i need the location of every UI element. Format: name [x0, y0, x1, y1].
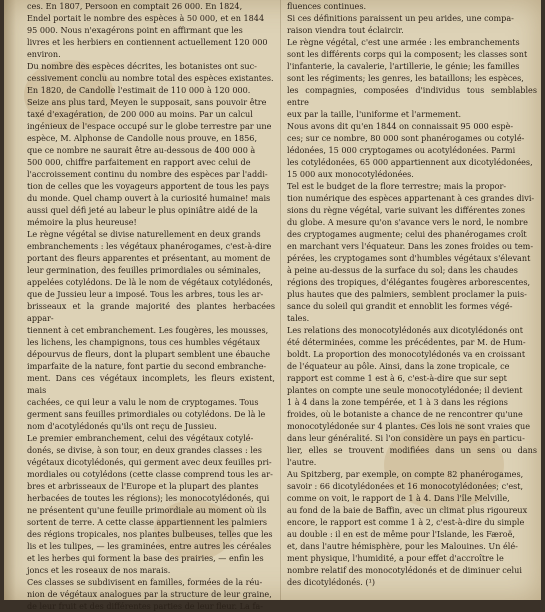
- text-line: en marchant vers l'équateur. Dans les zones froides ou tem-: [287, 241, 534, 251]
- text-line: Si ces définitions paraissent un peu arides, une compa-: [287, 13, 514, 23]
- text-line: ces. En 1807, Persoon en comptait 26 000. En 1824,: [27, 1, 243, 11]
- text-line: espèce, M. Alphonse de Candolle nous prouve, en 1856,: [27, 133, 258, 143]
- text-line: froides, où le botaniste a chance de ne rencontrer qu'une: [287, 409, 523, 419]
- text-line: 15 000 aux monocotylédonées.: [287, 169, 414, 179]
- text-line: nom d'acotylédonés qu'ils ont reçu de Jussieu.: [27, 421, 217, 431]
- text-line: mémoire la plus heureuse!: [27, 217, 137, 227]
- text-line: que de Jussieu leur a imposé. Tous les arbres, tous les ar-: [27, 289, 264, 299]
- document-page: [4, 0, 541, 611]
- text-line: comme on voit, le rapport de 1 à 4. Dans l'île Melville,: [287, 493, 510, 503]
- text-line: végétaux dicotylédonés, qui germent avec deux feuilles pri-: [27, 457, 272, 467]
- text-line: savoir : 66 dicotylédonées et 16 monocotylédonées; c'est,: [287, 481, 524, 491]
- text-line: du globe. A mesure qu'on s'avance vers le nord, le nombre: [287, 217, 528, 227]
- text-line: lier, elles se trouvent modifiées dans un sens ou dans l'autre.: [287, 445, 537, 467]
- text-line: tales.: [287, 313, 310, 323]
- text-line: encore, le rapport est comme 1 à 2, c'est-à-dire du simple: [287, 517, 525, 527]
- text-line: au double : il en est de même pour l'Islande, les Færoë,: [287, 529, 515, 539]
- text-line: environ.: [27, 49, 61, 59]
- text-line: aussi quel défi jeté au labeur le plus opiniâtre aidé de la: [27, 205, 258, 215]
- text-line: Seize ans plus tard, Meyen le supposait, sans pouvoir être: [27, 97, 267, 107]
- text-line: 500 000, chiffre parfaitement en rapport avec celui de: [27, 157, 251, 167]
- text-line: des dicotylédonés. (¹): [287, 577, 375, 587]
- text-line: leur germination, des feuilles primordiales ou séminales,: [27, 265, 261, 275]
- left-text-column: [27, 0, 275, 612]
- text-line: les cotylédonées, 65 000 appartiennent aux dicotylédonées,: [287, 157, 533, 167]
- text-line: les compagnies, composées d'individus tous semblables entre: [287, 85, 537, 107]
- page-edge-shadow: [4, 0, 16, 600]
- text-line: tion numérique des espèces appartenant à ces grandes divi-: [287, 193, 535, 203]
- text-line: brisseaux et la grande majorité des plantes herbacées appar-: [27, 301, 275, 323]
- text-line: portant des fleurs apparentes et présentant, au moment de: [27, 253, 271, 263]
- text-line: Endel portait le nombre des espèces à 50 000, et en 1844: [27, 13, 265, 23]
- text-line: ment. Dans ces végétaux incomplets, les fleurs existent, mais: [27, 373, 275, 395]
- text-line: monocotylédonée sur 4 plantes. Ces lois ne sont vraies que: [287, 421, 531, 431]
- text-line: au fond de la baie de Baffin, avec un climat plus rigoureux: [287, 505, 528, 515]
- text-line: 95 000. Nous n'exagérons point en affirmant que les: [27, 25, 243, 35]
- text-line: sions du règne végétal, varie suivant les différentes zones: [287, 205, 526, 215]
- text-line: tiennent à cet embranchement. Les fougères, les mousses,: [27, 325, 269, 335]
- text-line: imparfaite de la nature, font partie du second embranche-: [27, 361, 267, 371]
- text-line: lis et les tulipes, — les graminées, entre autres les céréales: [27, 541, 272, 551]
- text-line: sortent de terre. A cette classe appartiennent les palmiers: [27, 517, 268, 527]
- text-line: joncs et les roseaux de nos marais.: [27, 565, 171, 575]
- text-line: taxé d'exagération, de 200 000 au moins. Par un calcul: [27, 109, 253, 119]
- text-line: cachées, ce qui leur a valu le nom de cryptogames. Tous: [27, 397, 259, 407]
- text-line: Les relations des monocotylédonés aux dicotylédonés ont: [287, 325, 524, 335]
- text-line: des cryptogames augmente; celui des phanérogames croît: [287, 229, 527, 239]
- text-line: Au Spitzberg, par exemple, on compte 82 phanérogames,: [287, 469, 524, 479]
- column-gutter: [280, 0, 281, 600]
- text-line: et les herbes qui forment la base des prairies, — enfin les: [27, 553, 264, 563]
- text-line: dans leur généralité. Si l'on considère un pays en particu-: [287, 433, 525, 443]
- text-line: régions des tropiques, d'élégantes fougères arborescentes,: [287, 277, 531, 287]
- text-line: des régions tropicales, nos plantes bulbeuses, telles que les: [27, 529, 273, 539]
- text-line: Le premier embranchement, celui des végétaux cotylé-: [27, 433, 254, 443]
- text-line: ingénieux de l'espace occupé sur le globe terrestre par une: [27, 121, 272, 131]
- text-line: tion de celles que les voyageurs apportent de tous les pays: [27, 181, 269, 191]
- text-line: Ces classes se subdivisent en familles, formées de la réu-: [27, 577, 263, 587]
- text-line: de l'équateur au pôle. Ainsi, dans la zone tropicale, ce: [287, 361, 510, 371]
- text-line: germent sans feuilles primordiales ou cotylédons. De là le: [27, 409, 266, 419]
- text-line: ne présentent qu'une feuille primordiale au moment où ils: [27, 505, 267, 515]
- text-line: Du nombre des espèces décrites, les botanistes ont suc-: [27, 61, 257, 71]
- text-line: herbacées de toutes les régions); les monocotylédonés, qui: [27, 493, 270, 503]
- text-line: Le règne végétal, c'est une armée : les embranchements: [287, 37, 520, 47]
- text-line: pérées, les cryptogames sont d'humbles végétaux s'élevant: [287, 253, 531, 263]
- text-line: du monde. Quel champ ouvert à la curiosité humaine! mais: [27, 193, 271, 203]
- text-line: sont les différents corps qui la composent; les classes sont: [287, 49, 528, 59]
- text-line: eux par la taille, l'uniforme et l'armement.: [287, 109, 462, 119]
- text-line: à peine au-dessus de la surface du sol; dans les chaudes: [287, 265, 518, 275]
- text-line: En 1820, de Candolle l'estimait de 110 000 à 120 000.: [27, 85, 251, 95]
- text-line: rapport est comme 1 est à 6, c'est-à-dire que sur sept: [287, 373, 507, 383]
- text-line: dépourvus de fleurs, dont la plupart semblent une ébauche: [27, 349, 271, 359]
- text-line: boldt. La proportion des monocotylédonés va en croissant: [287, 349, 526, 359]
- text-line: les lichens, les champignons, tous ces humbles végétaux: [27, 337, 260, 347]
- text-line: lédonées, 15 000 cryptogames ou acotylédonées. Parmi: [287, 145, 516, 155]
- text-line: mordiales ou cotylédons (cette classe comprend tous les ar-: [27, 469, 273, 479]
- text-line: ment physique, l'humidité, a pour effet d'accroître le: [287, 553, 504, 563]
- text-line: de leur fruit et des différentes parties de leur fleur. La fa-: [27, 601, 263, 611]
- text-line: été déterminées, comme les précédentes, par M. de Hum-: [287, 337, 526, 347]
- right-text-column: [287, 0, 537, 588]
- text-line: plantes on compte une seule monocotylédonée; il devient: [287, 385, 523, 395]
- text-line: fluences continues.: [287, 1, 367, 11]
- text-line: et, dans l'autre hémisphère, pour les Malouines. Un élé-: [287, 541, 518, 551]
- text-line: ces; sur ce nombre, 80 000 sont phanérogames ou cotylé-: [287, 133, 525, 143]
- text-line: sance du soleil qui grandit et ennoblit les formes végé-: [287, 301, 513, 311]
- text-line: cessivement conclu au nombre total des espèces existantes.: [27, 73, 274, 83]
- text-line: embranchements : les végétaux phanérogames, c'est-à-dire: [27, 241, 272, 251]
- text-line: raison viendra tout éclaircir.: [287, 25, 404, 35]
- text-line: nombre relatif des monocotylédonés et de diminuer celui: [287, 565, 522, 575]
- text-line: l'infanterie, la cavalerie, l'artillerie, le génie; les familles: [287, 61, 520, 71]
- text-line: appelées cotylédons. De là le nom de végétaux cotylédonés,: [27, 277, 273, 287]
- text-line: l'accroissement continu du nombre des espèces par l'addi-: [27, 169, 268, 179]
- text-line: que ce nombre ne saurait être au-dessous de 400 000 à: [27, 145, 256, 155]
- text-line: Le règne végétal se divise naturellement en deux grands: [27, 229, 261, 239]
- text-line: donés, se divise, à son tour, en deux grandes classes : les: [27, 445, 262, 455]
- text-line: Nous avons dit qu'en 1844 on connaissait 95 000 espè-: [287, 121, 514, 131]
- text-line: 1 à 4 dans la zone tempérée, et 1 à 3 dans les régions: [287, 397, 508, 407]
- text-line: livres et les herbiers en contiennent actuellement 120 000: [27, 37, 268, 47]
- text-line: nion de végétaux analogues par la structure de leur graine,: [27, 589, 272, 599]
- text-line: plus hautes que des palmiers, semblent proclamer la puis-: [287, 289, 527, 299]
- text-line: bres et arbrisseaux de l'Europe et la plupart des plantes: [27, 481, 259, 491]
- text-line: sont les régiments; les genres, les bataillons; les espèces,: [287, 73, 524, 83]
- text-line: Tel est le budget de la flore terrestre; mais la propor-: [287, 181, 507, 191]
